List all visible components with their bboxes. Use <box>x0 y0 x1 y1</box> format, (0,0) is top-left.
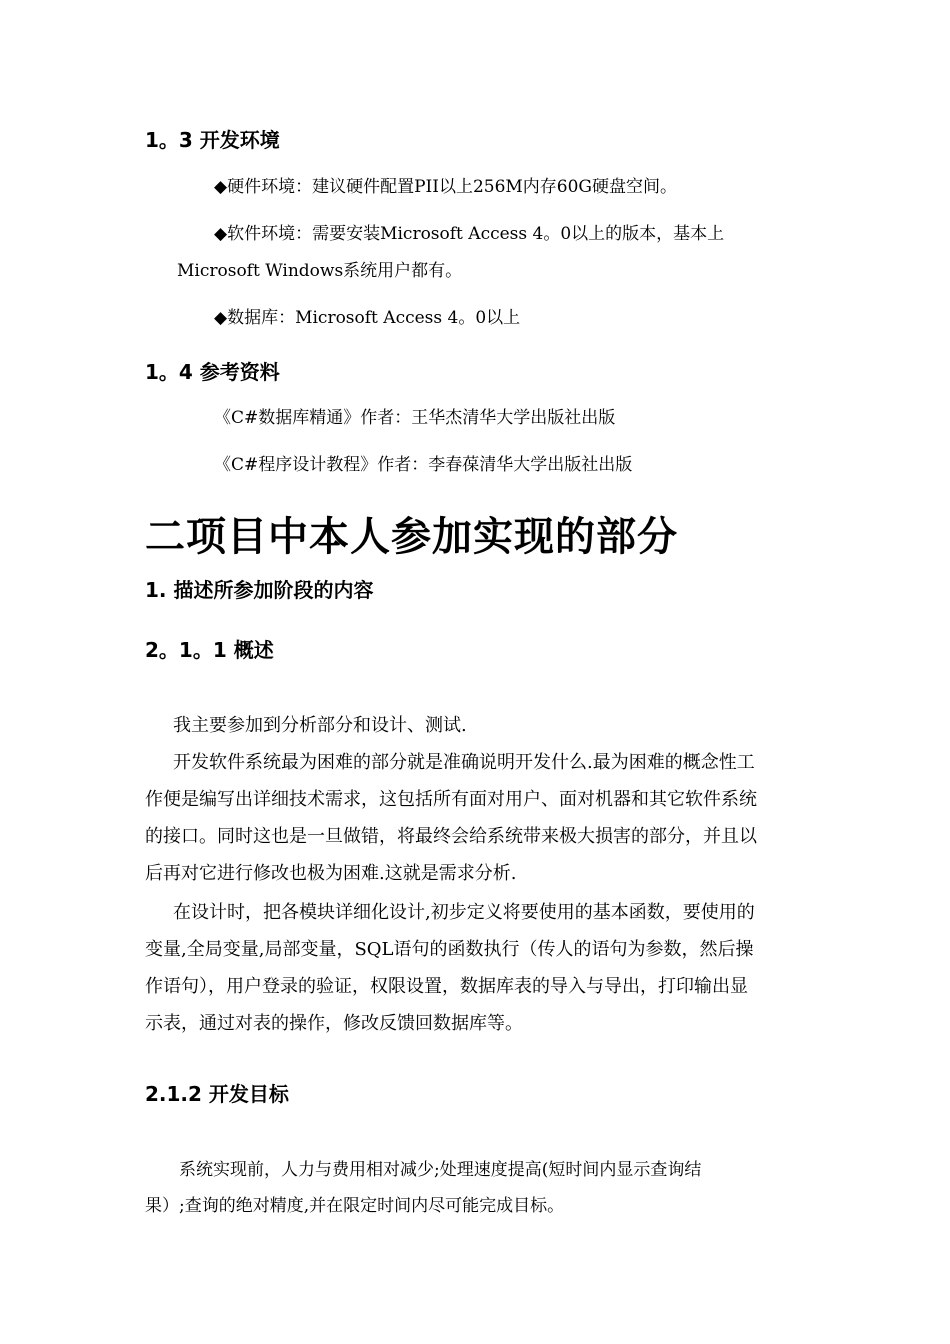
overview-para-2-line3: 的接口。同时这也是一旦做错，将最终会给系统带来极大损害的部分，并且以 <box>145 826 757 847</box>
overview-para-3-line3: 作语句），用户登录的验证，权限设置，数据库表的导入与导出，打印输出显 <box>145 976 748 997</box>
chapter-2-title: 二项目中本人参加实现的部分 <box>145 514 678 560</box>
section-2-1-2-heading: 2.1.2 开发目标 <box>145 1082 289 1106</box>
section-1-4-heading: 1。4 参考资料 <box>145 360 280 384</box>
overview-para-3-line2: 变量,全局变量,局部变量，SQL语句的函数执行（传人的语句为参数，然后操 <box>145 939 754 960</box>
overview-para-1: 我主要参加到分析部分和设计、测试. <box>173 715 467 736</box>
software-env-text-line1: ◆软件环境：需要安装Microsoft Access 4。0以上的版本，基本上 <box>214 224 725 244</box>
database-env-text: ◆数据库：Microsoft Access 4。0以上 <box>214 308 521 328</box>
overview-para-3-line1: 在设计时，把各模块详细化设计,初步定义将要使用的基本函数，要使用的 <box>173 902 755 923</box>
overview-para-2-line2: 作便是编写出详细技术需求，这包括所有面对用户、面对机器和其它软件系统 <box>145 789 757 810</box>
overview-para-2-line1: 开发软件系统最为困难的部分就是准确说明开发什么.最为困难的概念性工 <box>173 752 755 773</box>
section-2-1-1-heading: 2。1。1 概述 <box>145 638 274 662</box>
reference-2: 《C#程序设计教程》作者：李春葆清华大学出版社出版 <box>214 455 633 475</box>
software-env-text-line2: Microsoft Windows系统用户都有。 <box>177 261 463 281</box>
section-1-3-heading: 1。3 开发环境 <box>145 128 280 152</box>
subsection-1-heading: 1. 描述所参加阶段的内容 <box>145 578 374 602</box>
overview-para-2-line4: 后再对它进行修改也极为困难.这就是需求分析. <box>145 863 517 884</box>
goal-para-line2: 果）;查询的绝对精度,并在限定时间内尽可能完成目标。 <box>145 1196 565 1216</box>
overview-para-3-line4: 示表，通过对表的操作，修改反馈回数据库等。 <box>145 1013 523 1034</box>
reference-1: 《C#数据库精通》作者：王华杰清华大学出版社出版 <box>214 408 616 428</box>
goal-para-line1: 系统实现前，人力与费用相对减少;处理速度提高(短时间内显示查询结 <box>179 1160 702 1180</box>
hardware-env-text: ◆硬件环境：建议硬件配置PII以上256M内存60G硬盘空间。 <box>214 177 678 197</box>
